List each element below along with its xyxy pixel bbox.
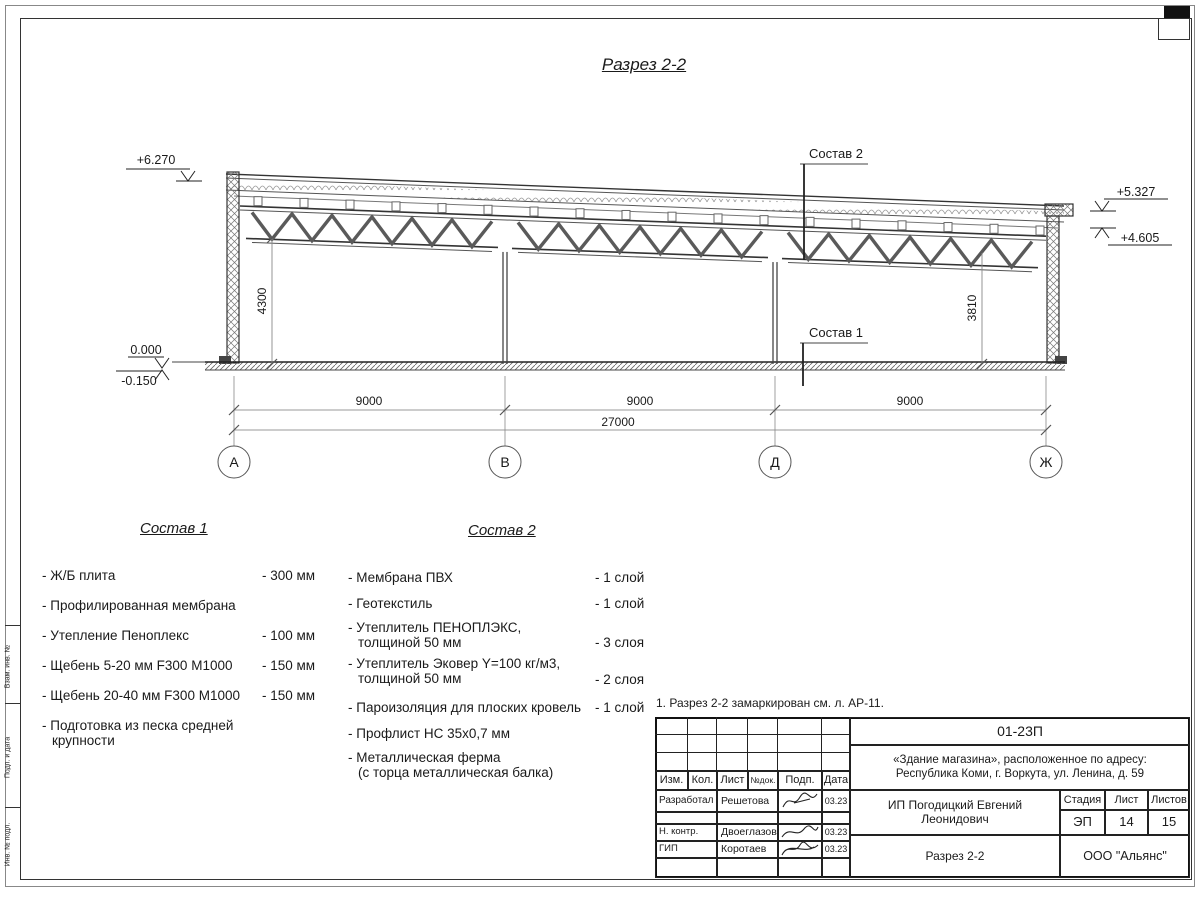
spec-item-name: - Утеплитель ПЕНОПЛЭКС, толщиной 50 мм [348,620,522,650]
tb-col-podp: Подп. [778,771,822,790]
spec-item-name: - Подготовка из песка средней крупности [42,718,234,748]
dim-bay-2: 9000 [626,394,654,408]
tb-sign-razrabotal [778,790,822,812]
spec-item-value: - 150 мм [262,658,316,673]
spec1-title: Состав 1 [140,520,208,537]
tb-role-nkontr: Н. контр. [655,824,717,841]
elevation-top-right [1090,185,1168,211]
spec-item-name: - Щебень 20-40 мм F300 М1000 [42,688,240,703]
spec-item-name: - Металлическая ферма (с торца металлическая балка) [348,750,554,780]
spec-item-name: - Утепление Пеноплекс [42,628,189,643]
tb-name-nkontr: Двоеглазов [717,824,778,841]
spec-item-name: - Щебень 5-20 мм F300 М1000 [42,658,233,673]
svg-text:0.000: 0.000 [130,343,162,357]
callout-sostav2-label: Состав 2 [809,146,863,161]
tb-empty [822,812,850,824]
spec-item-name: - Профилированная мембрана [42,598,236,613]
tb-name-razrabotal: Решетова [717,790,778,812]
tb-sign-nkontr [778,824,822,841]
tb-empty [822,858,850,878]
tb-empty [655,858,717,878]
tb-project-code: 01-23П [850,717,1190,745]
spec-item-name: - Утеплитель Эковер Y=100 кг/м3, толщиной 50 мм [348,656,561,686]
dim-bay-3: 9000 [896,394,924,408]
floor-slab [172,362,1065,370]
tb-empty [778,858,822,878]
dim-height-left [255,233,277,369]
axis-label-d: Д [770,454,780,470]
spec2-title: Состав 2 [468,522,536,539]
stamp-divider [5,625,20,626]
tb-empty [717,858,778,878]
dim-lines [229,376,1051,446]
svg-text:+5.327: +5.327 [1116,185,1156,199]
tb-col-data: Дата [822,771,850,790]
tb-object-line2: Республика Коми, г. Воркута, ул. Ленина, д. 59 [895,767,1145,780]
dim-bay-1: 9000 [355,394,383,408]
tb-stage-value: ЭП [1060,810,1105,835]
tb-empty [717,812,778,824]
spec-item-name: - Пароизоляция для плоских кровель [348,700,582,715]
spec-item-name: - Геотекстиль [348,596,433,611]
tb-date-nkontr: 03.23 [822,824,850,841]
elevation-zero [128,343,169,368]
tb-object [850,745,1190,790]
tb-sign-gip [778,841,822,858]
right-wall [1045,204,1073,364]
tb-col-list: Лист [717,771,748,790]
tb-date-gip: 03.23 [822,841,850,858]
axis-bubbles [218,446,1062,478]
svg-text:-0.150: -0.150 [121,374,157,388]
tb-listov-value: 15 [1148,810,1190,835]
dim-total: 27000 [601,415,635,429]
titleblock-revision-grid [655,717,850,771]
spec-item-value: - 3 слоя [595,635,645,650]
elevation-top-left [126,153,202,181]
svg-text:3810: 3810 [965,294,979,322]
spec-item-value: - 300 мм [262,568,316,583]
spec-item-value: - 2 слоя [595,672,645,687]
tb-col-kol: Кол. [688,771,717,790]
axis-label-a: А [229,454,239,470]
tb-col-ndok: №док. [748,771,778,790]
signature [780,791,820,811]
axis-label-b: В [500,454,510,470]
tb-listov-label: Листов [1148,790,1190,810]
spec1-list [42,560,342,760]
elevation-below-zero [116,370,169,388]
spec2-list [348,560,668,800]
drawing-title: Разрез 2-2 [601,55,687,74]
tb-date-razrabotal: 03.23 [822,790,850,812]
signature [780,825,820,840]
callout-sostav1-label: Состав 1 [809,325,863,340]
tb-col-izm: Изм. [655,771,688,790]
spec-item-name: - Мембрана ПВХ [348,570,453,585]
tb-empty [655,812,717,824]
svg-text:+6.270: +6.270 [136,153,176,167]
stamp-label-podp: Подп. и дата [4,736,12,779]
stamp-label-vzam: Взам. инв. № [4,644,12,689]
tb-list-value: 14 [1105,810,1148,835]
stamp-divider [5,703,20,704]
tb-list-label: Лист [1105,790,1148,810]
elevation-mid-right [1090,228,1172,245]
tb-company: ООО "Альянс" [1060,835,1190,878]
left-wall [219,172,239,364]
tb-customer: ИП Погодицкий Евгений Леонидович [850,790,1060,835]
spec-item-value: - 1 слой [595,700,645,715]
tb-name-gip: Коротаев [717,841,778,858]
tb-empty [778,812,822,824]
callout-sostav1 [800,325,868,386]
svg-text:4300: 4300 [255,287,269,315]
tb-role-gip: ГИП [655,841,717,858]
spec-item-value: - 1 слой [595,596,645,611]
spec-item-name: - Профлист НС 35х0,7 мм [348,726,510,741]
svg-text:+4.605: +4.605 [1120,231,1160,245]
spec-item-name: - Ж/Б плита [42,568,116,583]
spec-item-value: - 150 мм [262,688,316,703]
stamp-label-inv: Инв. № подл. [4,822,12,867]
signature [780,842,820,857]
tb-stage-label: Стадия [1060,790,1105,810]
tb-sheet-title: Разрез 2-2 [850,835,1060,878]
tb-object-line1: «Здание магазина», расположенное по адресу: [893,754,1147,767]
axis-label-zh: Ж [1039,454,1053,470]
sheet-note: 1. Разрез 2-2 замаркирован см. л. АР-11. [656,696,884,710]
spec-item-value: - 100 мм [262,628,316,643]
spec-item-value: - 1 слой [595,570,645,585]
truss-layer [240,197,1046,364]
tb-role-razrabotal: Разработал [655,790,717,812]
